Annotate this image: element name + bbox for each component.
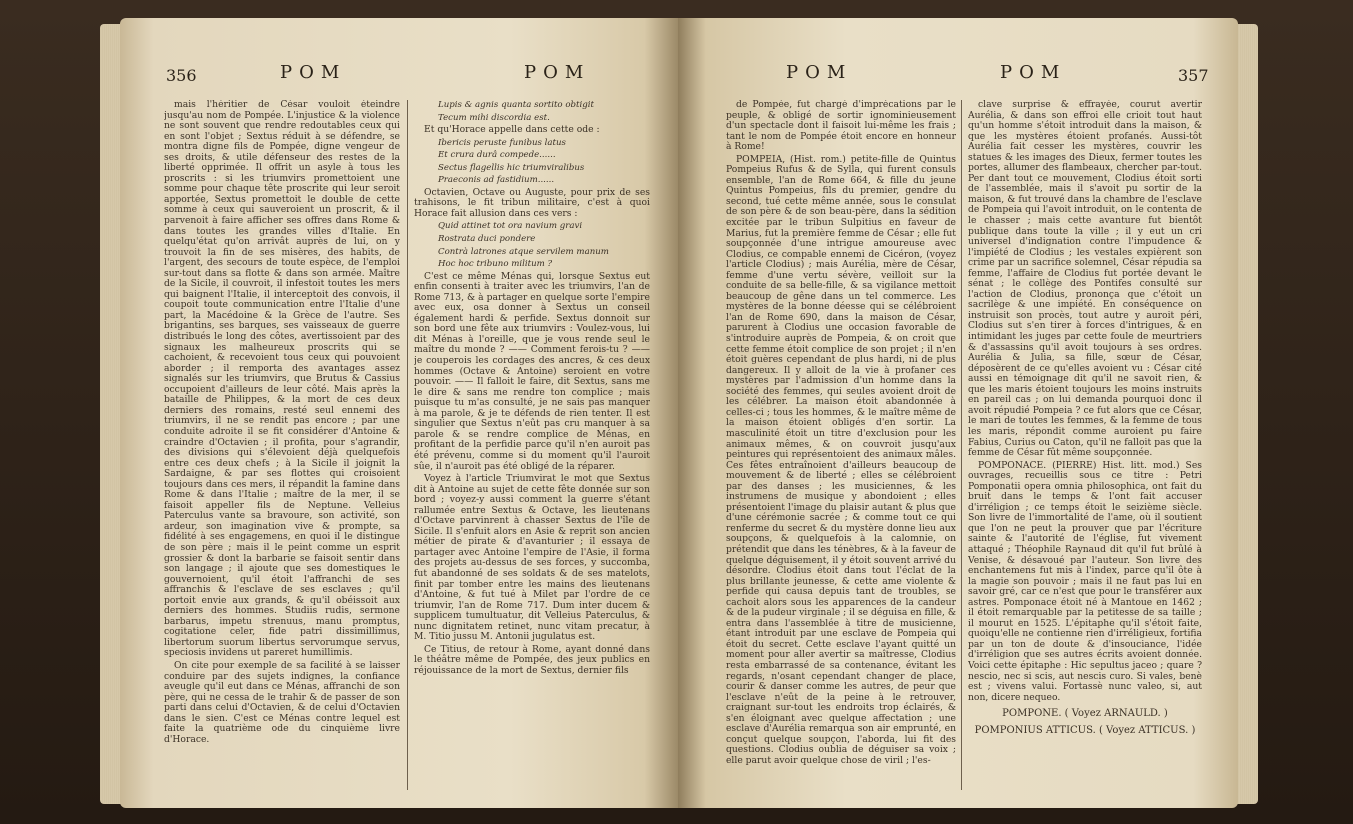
right-column-2 — [968, 100, 1202, 800]
cross-reference-pomponius-atticus: POMPONIUS ATTICUS. ( Voyez ATTICUS. ) — [974, 724, 1196, 736]
column-divider — [961, 100, 962, 790]
right-page — [678, 18, 1238, 808]
verse-line: Hoc hoc tribuno militum ? — [438, 259, 553, 270]
left-page-number: 356 — [166, 66, 197, 85]
left-column-2 — [414, 100, 650, 800]
verse-line: Contrà latrones atque servilem manum — [438, 246, 609, 257]
paragraph: mais l'héritier de César vouloit éteindre jusqu'au nom de Pompée. L'injustice & la violence ne sont souvent que rendre redoutables ceux qui en sont l'objet ; Sextus réduit à se défendre, se montra digne fils de Pompée, digne vengeur de ses droits, & utile défenseur des restes de la liberté opprimée. Il offrit un asyle à tous les proscrits : si les triumvirs promettoient une somme pour chaque tête proscrite qui leur seroit apportée, Sextus promettoit le double de cette somme à ceux qui sauveroient un proscrit, & il parvenoit à faire afficher ses offres dans Rome & dans toutes les grandes villes d'Italie. En quelqu'état qu'on arrivât auprès de lui, on y trouvoit la fin de ses misères, des habits, de l'argent, des secours de toute espèce, de l'emploi sur-tout dans sa flotte & dans son armée. Maître de la Sicile, il couvroit, il infestoit toutes les mers qui baignent l'Italie, il interceptoit des convois, il coupoit toute communication entre l'Italie d'une part, la Macédoine & la Grèce de l'autre. Ses brigantins, ses barques, ses vaisseaux de guerre distribués le long des côtes, avertissoient par des signaux les malheureux proscrits qui se cachoient, & recevoient tous ceux qui pouvoient aborder ; il remporta des avantages assez signalés sur les triumvirs, que Brutus & Cassius occupoient d'ailleurs de leur côté. Mais après la bataille de Philippes, & la mort de ces deux derniers des romains, resté seul ennemi des triumvirs, il ne se rendit pas encore ; par une conduite adroite il se fit considérer d'Antoine & craindre d'Octavien ; il profita, pour s'agrandir, des divisions qui s'élevoient déjà quelquefois entre ces deux chefs ; à la Sicile il joignit la Sardaigne, & par ses flottes qui croisoient toujours dans ces mers, il répandit la famine dans Rome & dans l'Italie ; maître de la mer, il se faisoit appeller fils de Neptune. Velleius Paterculus vante sa bravoure, son activité, son ardeur, son imagination vive & prompte, sa fidélité à ses engagemens, en quoi il le distingue de son père ; mais il le peint comme un esprit grossier & dont la barbarie se faisoit sentir dans son langage ; il ajoute que ses domestiques le gouvernoient, qu'il étoit l'affranchi de ses affranchis & l'esclave de ses esclaves ; qu'il portoit envie aux grands, & qu'il obéissoit aux derniers des hommes. Studiis rudis, sermone barbarus, impetu strenuus, manu promptus, cogitatione celer, fide patri dissimillimus, libertorum suorum libertus servorumque servus, speciosis invidens ut pareret humillimis. — [164, 100, 400, 659]
verse-line: Sectus flagellis hic triumviralibus — [438, 162, 585, 173]
right-column-1 — [726, 100, 956, 800]
paragraph: Voyez à l'article Triumvirat le mot que Sextus dit à Antoine au sujet de cette fête donnée sur son bord ; voyez-y aussi comment la guerre s'étant rallumée entre Sextus & Octave, les lieutenans d'Octave parvinrent à chasser Sextus de l'île de Sicile. Il s'enfuit alors en Asie & reprit son ancien métier de pirate & d'avanturier ; il essaya de partager avec Antoine l'empire de l'Asie, il forma des projets au-dessus de ses forces, y succomba, fut abandonné de ses soldats & de ses matelots, finit par tomber entre les mains des lieutenans d'Antoine, & fut tué à Milet par l'ordre de ce triumvir, l'an de Rome 717. Dum inter ducem & supplicem tumultuatur, dit Velleius Paterculus, & nunc dignitatem retinet, nunc vitam precatur, à M. Titio jussu M. Antonii jugulatus est. — [414, 473, 650, 643]
verse-line: Rostrata duci pondere — [438, 234, 536, 245]
left-running-head-right: POM — [524, 62, 591, 83]
verse-line: Ibericis peruste funibus latus — [438, 137, 566, 148]
left-page-edges — [100, 24, 122, 804]
right-page-edges — [1236, 24, 1258, 804]
verse-line: Praeconis ad fastidium...... — [438, 175, 555, 186]
entry-pomponace: POMPONACE. (PIERRE) Hist. litt. mod.) Ses ouvrages, recueillis sous ce titre : Petri Pomponatii opera omnia philosophica, ont fait du bruit dans le temps & l'ont fait accuser d'irréligion ; ce temps étoit le seizième siècle. Son livre de l'immortalité de l'ame, où il soutient que l'on ne peut la prouver que par l'écriture sainte & l'autorité de l'église, fut vivement attaqué ; Théophile Raynaud dit qu'il fut brûlé à Venise, & désavoué par l'auteur. Son livre des enchantemens fut mis à l'index, parce qu'il ôte à la magie son pouvoir ; mais il ne faut pas lui en savoir gré, car ce n'est que pour le transférer aux astres. Pomponace étoit né à Mantoue en 1462 ; il étoit remarquable par la petitesse de sa taille ; il mourut en 1525. L'épitaphe qu'il s'étoit faite, quoiqu'elle ne contienne rien d'irréligieux, fortifia par un ton de doute & d'insouciance, l'idée d'irréligion que ses autres écrits avoient donnée. Voici cette épitaphe : Hic sepultus jaceo ; quare ? nescio, nec si scis, aut nescis curo. Si vales, benè est ; vivens valui. Fortassè nunc valeo, si, aut non, dicere nequeo. — [968, 459, 1202, 703]
left-column-1 — [164, 100, 400, 800]
right-running-head-right: POM — [1000, 62, 1067, 83]
paragraph: de Pompée, fut chargé d'imprécations par le peuple, & obligé de sortir ignominieusement d'un spectacle dont il faisoit lui-même les frais ; tant le nom de Pompée étoit encore en honneur à Rome! — [726, 100, 956, 153]
cross-reference-pompone: POMPONE. ( Voyez ARNAULD. ) — [1002, 708, 1168, 720]
right-running-head-left: POM — [786, 62, 853, 83]
paragraph: C'est ce même Ménas qui, lorsque Sextus eut enfin consenti à traiter avec les triumvirs, l'an de Rome 713, & à partager en quelque sorte l'empire avec eux, osa donner à Sextus un conseil également hardi & perfide. Sextus donnoit sur son bord une fête aux triumvirs : Voulez-vous, lui dit Ménas à l'oreille, que je vous rende seul le maître du monde ? —— Comment ferois-tu ? —— je couperois les cordages des ancres, & ces deux hommes (Octave & Antoine) seroient en votre pouvoir. —— Il falloit le faire, dit Sextus, sans me le dire & sans me rendre ton complice ; mais puisque tu m'as consulté, je ne sais pas manquer à ma parole, & je te défends de rien tenter. Il est singulier que Sextus n'eût pas cru manquer à sa parole & se rendre complice de Ménas, en profitant de la perfidie parce qu'il n'en auroit pas été prévenu, comme si du moment qu'il l'auroit sûe, il n'auroit pas été obligé de la réparer. — [414, 270, 650, 472]
left-page — [120, 18, 678, 808]
paragraph: On cite pour exemple de sa facilité à se laisser conduire par des sujets indignes, la confiance aveugle qu'il eut dans ce Ménas, affranchi de son père, qui ne cessa de le trahir & de passer de son parti dans celui d'Octavien, & de celui d'Octavien dans le sien. C'est ce Ménas contre lequel est faite la quatrième ode du cinquième livre d'Horace. — [164, 659, 400, 745]
column-divider — [407, 100, 408, 790]
verse-line: Et crura durâ compede...... — [438, 150, 556, 161]
paragraph: Et qu'Horace appelle dans cette ode : — [424, 124, 600, 136]
verse-line: Lupis & agnis quanta sortito obtigit — [438, 100, 594, 110]
paragraph: Ce Titius, de retour à Rome, ayant donné dans le théâtre même de Pompée, des jeux publics en réjouissance de la mort de Sextus, dernier fils — [414, 643, 650, 676]
left-running-head-left: POM — [280, 62, 347, 83]
verse-line: Quid attinet tot ora navium gravi — [438, 221, 583, 232]
entry-pompeia: POMPEIA, (Hist. rom.) petite-fille de Quintus Pompeius Rufus & de Sylla, qui furent consuls ensemble, l'an de Rome 664, & fille du jeune Quintus Pompeius, fils du premier, gendre du second, tué cette même année, sous le consulat de son père & de son beau-père, dans la sédition excitée par le tribun Sulpitius en faveur de Marius, fut la première femme de César ; elle fut soupçonnée d'une intrigue amoureuse avec Clodius, ce compable ennemi de Cicéron, (voyez l'article Clodius) ; mais Aurélia, mère de César, femme d'une vertu sévère, veilloit sur la conduite de sa belle-fille, & sa vigilance mettoit beaucoup de gêne dans un tel commerce. Les mystères de la bonne déesse qui se célébroient l'an de Rome 690, dans la maison de César, parurent à Clodius une occasion favorable de s'introduire auprès de Pompeia, & on croit que cette femme étoit complice de son projet ; il n'en étoit guères cependant de plus hardi, ni de plus dangereux. Il y alloit de la vie à profaner ces mystères par l'admission d'un homme dans la société des femmes, qui seules avoient droit de les célébrer. La maison étoit abandonnée à celles-ci ; tous les hommes, & le maître même de la maison étoient obligés d'en sortir. La masculinité étoit un titre d'exclusion pour les animaux mêmes, & on couvroit jusqu'aux peintures qui représentoient des animaux mâles. Ces fêtes entraînoient d'ailleurs beaucoup de mouvement & de liberté ; elles se célébroient par des danses ; les musiciennes, & les instrumens de musique y abondoient ; elles présentoient l'image du plaisir autant & plus que d'une cérémonie sacrée ; & comme tout ce qui renferme du secret & du mystère donne lieu aux soupçons, & quelquefois à la calomnie, on prétendit que dans les ténèbres, & à la faveur de quelque déguisement, il y étoit souvent arrivé du désordre. Clodius étoit dans tout l'éclat de la plus brillante jeunesse, & cette ame violente & perfide qui causa depuis tant de troubles, se cachoit alors sous les apparences de la candeur & de la pudeur virginale ; il se déguisa en fille, & entra dans l'assemblée à titre de musicienne, étant introduit par une esclave de Pompeia qui étoit du secret. Cette esclave l'ayant quitté un moment pour aller avertir sa maîtresse, Clodius resta embarrassé de sa contenance, évitant les regards, n'osant cependant changer de place, courir & danser comme les autres, de peur que l'esclave n'eût de la peine à le retrouver, craignant sur-tout les endroits trop éclairés, & s'en éloignant avec quelque affectation ; une esclave d'Aurélia remarqua son air emprunté, en conçut quelque soupçon, l'aborda, lui fit des questions. Clodius oublia de déguiser sa voix ; elle parut avoir quelque chose de viril ; l'es- — [726, 153, 956, 766]
verse-line: Tecum mihi discordia est. — [438, 112, 550, 123]
paragraph: Octavien, Octave ou Auguste, pour prix de ses trahisons, le fit tribun militaire, c'est à quoi Horace fait allusion dans ces vers : — [414, 186, 650, 219]
right-page-number: 357 — [1178, 66, 1209, 85]
paragraph: clave surprise & effrayée, courut avertir Aurélia, & dans son effroi elle crioit tout haut qu'un homme s'étoit introduit dans la maison, & que les mystères étoient profanés. Aussi-tôt Aurélia fait cesser les mystères, couvrir les statues & les images des Dieux, fermer toutes les portes, allumer des flambeaux, chercher par-tout. Per dant tout ce mouvement, Clodius étoit sorti de l'assemblée, mais il s'avoit pu sortir de la maison, & fut trouvé dans la chambre de l'esclave de Pompeia qui l'avoit introduit, on le contenta de le chasser ; mais cette avanture fut bientôt publique dans toute la ville ; il y eut un cri universel d'indignation contre l'impudence & l'impiété de Clodius ; les vestales expièrent son crime par un sacrifice solemnel, César répudia sa femme, l'affaire de Clodius fut portée devant le sénat ; le collège des Pontifes consulté sur l'action de Clodius, prononça que c'étoit un sacrilège & une impiété. En conséquence on instruisit son procès, tout autre y auroit péri, Clodius sut s'en tirer à forces d'intrigues, & en intimidant les juges par cette foule de meurtriers & d'assassins qu'il avoit toujours à ses ordres. Aurélia & Julia, sa fille, sœur de César, déposèrent de ce qu'elles avoient vu : César cité aussi en témoignage dit qu'il ne savoit rien, & que les maris étoient toujours les moins instruits en pareil cas ; on lui demanda pourquoi donc il avoit répudié Pompeia ? ce fut alors que ce César, le mari de toutes les femmes, & la femme de tous les maris, répondit comme auroient pu faire Fabius, Curius ou Caton, qu'il ne falloit pas que la femme de César fût même soupçonnée. — [968, 100, 1202, 459]
